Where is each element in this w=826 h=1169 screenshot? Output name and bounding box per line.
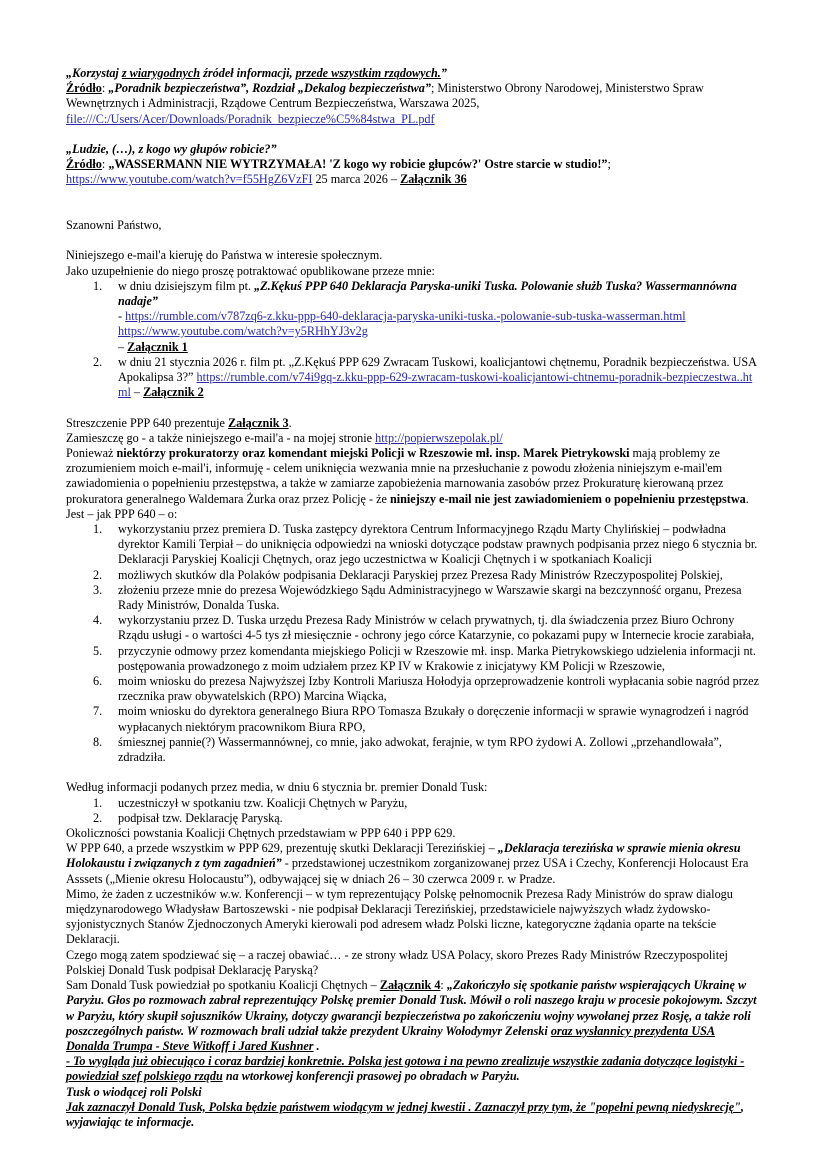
charge-text: wykorzystaniu przez D. Tuska urzędu Prezesa Rady Ministrów w celach prywatnych, tj. dla świadczenia przez Biuro Ochrony Rządu usługi - o wartości 4-5 tys zł miesięcznie - ochrony jego córce Katarzynie, co pokazami pupy w Internecie krocie zarabiała, <box>118 613 755 643</box>
list-item <box>66 355 760 401</box>
list-item <box>66 796 760 811</box>
quote-1-close: ” <box>440 66 447 80</box>
source-2-link-line <box>66 172 760 187</box>
spacer <box>66 400 760 415</box>
media-list <box>66 796 760 826</box>
media-item-text: uczestniczył w spotkaniu tzw. Koalicji Chętnych w Paryżu, <box>118 795 408 810</box>
quote-1-mid: źródeł informacji, <box>203 66 293 80</box>
charges-list <box>66 522 760 765</box>
tusk-quote-dash: - <box>66 1054 74 1069</box>
film-1-link-row-1 <box>118 309 760 324</box>
spacer <box>66 203 760 218</box>
source-1-rest: ; Ministerstwo Obrony Narodowej, Ministerstwo Spraw Wewnętrznych i Administracji, Rządowe Centrum Bezpieczeństwa, Warszawa 2025, <box>66 81 704 111</box>
list-item <box>66 735 760 765</box>
media-item-text: podpisał tzw. Deklarację Paryską. <box>118 810 283 825</box>
list-item <box>66 583 760 613</box>
film-1-rumble-link[interactable]: https://rumble.com/v787zq6-z.kku-ppp-640-deklaracja-paryska-uniki-tuska.-polowanie-sub-tuska-wasserman.html <box>125 309 686 324</box>
quote-1-text: „Korzystaj <box>66 66 119 80</box>
film-1-dash: - <box>118 309 126 324</box>
tusk-quote-attachment: Załącznik 4 <box>379 978 441 993</box>
jest-line: Jest – jak PPP 640 – o: <box>66 506 178 521</box>
source-2-title: „WASSERMANN NIE WYTRZYMAŁA! 'Z kogo wy robicie głupców?' Ostre starcie w studio!” <box>108 157 608 172</box>
source-2-date: 25 marca 2026 – <box>312 172 401 187</box>
okolicznosci-line: Okoliczności powstania Koalicji Chętnych przedstawiam w PPP 640 i PPP 629. <box>66 826 456 841</box>
summary-post: . <box>288 415 292 430</box>
quote-2-line <box>66 142 760 157</box>
bartoszewski-paragraph: Mimo, że żaden z uczestników w.w. Konferencji – w tym reprezentujący Polskę pełnomocnik Prezesa Rady Ministrów do spraw dialogu międzynarodowego Władysław Bartoszewski - nie podpisał Deklaracji Terezińskiej, przedstawiciele najwyższych władz żydowsko-syjonistycznych Stanów Zjednoczonych Ameryki kierowali pod adresem władz Polski liczne, kategoryczne żądania oparte na tekście Deklaracji. <box>66 886 733 947</box>
terezin-title: „Deklaracja terezińska w sprawie mienia okresu Holokaustu i związanych z tym zagadnień” <box>66 841 741 871</box>
charge-text: możliwych skutków dla Polaków podpisania Deklaracji Paryskiej przez Prezesa Rady Ministrów Rzeczypospolitej Polskiej, <box>118 567 723 582</box>
salutation: Szanowni Państwo, <box>66 217 162 232</box>
charge-text: śmiesznej pannie(?) Wassermannównej, co mnie, jako adwokat, ferajnie, w tym RPO żydowi A. Zollowi „przehandlowała”, zdradziła. <box>118 734 722 765</box>
tusk-quote-part-1: „Zakończyło się spotkanie państw wspierających Ukrainę w Paryżu. Głos po rozmowach zabrał reprezentujący Polskę premier Donald Tusk. Mówił o roli naszego kraju w procesie pokojowym. Szczyt w Paryżu, który skupił sojuszników Ukrainy, dotyczy gwarancji bezpieczeństwa po zakończeniu wojny wywołanej przez Rosję, a także roli poszczególnych państw. W rozmowach brali udział także prezydent Ukrainy Wołodymyr Zełenski <box>66 978 757 1038</box>
czego-moga-paragraph: Czego mogą zatem spodziewać się – a raczej obawiać… - ze strony władz USA Polacy, skoro Prezes Rady Ministrów Rzeczypospolitej Polskiej Donald Tusk podpisał Deklarację Paryską? <box>66 947 728 977</box>
summary-pre: Streszczenie PPP 640 prezentuje <box>66 415 229 430</box>
source-2-youtube-link[interactable]: https://www.youtube.com/watch?v=f55HgZ6VzFI <box>66 172 313 187</box>
source-2-colon: : <box>101 157 109 172</box>
prosecutors-bold-1: niektórzy prokuratorzy oraz komendant miejski Policji w Rzeszowie mł. insp. Marek Pietrykowski <box>116 446 630 460</box>
film-1-link-row-2 <box>118 324 760 339</box>
tusk-quote-underline-2: To wygląda już obiecująco i coraz bardziej konkretnie. Polska jest gotowa i na pewno zrealizuje wszystkie zadania dotyczące logistyki - powiedział szef polskiego rządu <box>66 1054 745 1084</box>
source-2-label: Źródło <box>66 157 102 172</box>
popierwszepolak-link[interactable]: http://popierwszepolak.pl/ <box>375 430 503 445</box>
list-item <box>66 522 760 568</box>
list-item <box>66 674 760 704</box>
intro-line-2: Jako uzupełnienie do niego proszę potraktować opublikowane przeze mnie: <box>66 263 435 278</box>
source-1-link-line <box>66 112 760 127</box>
charge-text: złożeniu przeze mnie do prezesa Wojewódzkiego Sądu Administracyjnego w Warszawie skargi na bezczynność organu, Prezesa Rady Ministrów, Donalda Tuska. <box>118 582 742 613</box>
list-number: 1. <box>93 522 103 537</box>
source-1-title: „Poradnik bezpieczeństwa”, Rozdział „Dekalog bezpieczeństwa” <box>108 81 431 96</box>
summary-line-2 <box>66 431 760 446</box>
source-1-line <box>66 81 760 111</box>
tusk-quote-mid: : <box>440 978 447 993</box>
source-2-attachment: Załącznik 36 <box>400 172 467 187</box>
tusk-quote-final-line <box>66 1100 760 1130</box>
list-number: 4. <box>93 613 103 628</box>
summary-attachment: Załącznik 3 <box>228 415 289 430</box>
film-2-lead: w dniu 21 stycznia 2026 r. film pt. „Z.Kękuś PPP 629 Zwracam Tuskowi, koalicjantowi chętnemu, Poradnik bezpieczeństwa. USA Apokalipsa 3?” <box>118 354 757 384</box>
source-2-line <box>66 157 760 172</box>
prosecutors-part-3: . <box>745 491 749 506</box>
tusk-quote-underline-1: oraz wysłannicy prezydenta USA Donalda Trumpa - Steve Witkoff i Jared Kushner <box>66 1023 716 1053</box>
summary-line-1 <box>66 416 760 431</box>
charge-text: przyczynie odmowy przez komendanta miejskiego Policji w Rzeszowie mł. insp. Marka Pietrykowskiego udzielenia informacji nt. postępowania prowadzonego z moim udziałem przez KP IV w Krakowie z inicjatywy KM Policji w Rzeszowie, <box>118 643 756 673</box>
document-body <box>66 66 760 1130</box>
source-1-file-link[interactable]: file:///C:/Users/Acer/Downloads/Poradnik_bezpiecze%C5%84stwa_PL.pdf <box>66 111 435 126</box>
list-number: 5. <box>93 643 103 658</box>
film-2-attachment: Załącznik 2 <box>143 385 204 400</box>
summary-2-pre: Zamieszczę go - a także niniejszego e-mail'a - na mojej stronie <box>66 430 376 445</box>
film-2-attachment-dash: – <box>130 385 144 400</box>
prosecutors-part-2: mają problemy ze zrozumieniem moich e-mail'i, informuję - celem uniknięcia wezwania mnie na przesłuchanie z powodu złożenia niniejszym e-mail'em zawiadomienia o popełnieniu przestępstwa, a także w zamiarze zapobieżenia marnowania zasobów przez Prokuraturę kierowaną przez prokuratora generalnego Waldemara Żurka oraz przez Policję - że <box>66 446 724 506</box>
list-item <box>66 279 760 355</box>
list-number: 2. <box>93 354 103 369</box>
quote-1-underline-1: z wiarygodnych <box>121 66 201 80</box>
film-1-lead: w dniu dzisiejszym film pt. <box>118 278 255 293</box>
quote-2-text: „Ludzie, (…), z kogo wy głupów robicie?” <box>66 142 277 156</box>
terezin-post: - przedstawionej uczestnikom zorganizowanej przez USA i Czechy, Konferencji Holocaust Era Asssets („Mienie okresu Holocaustu”), odbywającej się w dniach 26 – 30 czerwca 2009 r. w Pradze. <box>66 856 749 886</box>
charge-text: moim wniosku do prezesa Najwyższej Izby Kontroli Mariusza Hołodyja oprzeprowadzenie kontroli wypłacania sobie nagród przez rzecznika praw obywatelskich (RPO) Marcina Wiącka, <box>118 674 759 704</box>
tusk-subheading-text: Tusk o wiodącej roli Polski <box>66 1084 202 1099</box>
media-lead: Według informacji podanych przez media, w dniu 6 stycznia br. premier Donald Tusk: <box>66 780 488 795</box>
source-1-label: Źródło <box>66 81 102 96</box>
list-number: 3. <box>93 582 103 597</box>
tusk-quote-paragraph <box>66 978 760 1054</box>
spacer <box>66 233 760 248</box>
quote-1-underline-2: przede wszystkim rządowych. <box>295 66 441 80</box>
charge-text: wykorzystaniu przez premiera D. Tuska zastępcy dyrektora Centrum Informacyjnego Rządu Marty Chylińskiej – podwładna dyrektor Kamili Terpiał – do uniknięcia odpowiedzi na wnioski dotyczące podstaw prawnych podpisania przez niego 6 stycznia br. Deklaracji Paryskiej Koalicji Chętnych, oraz jego uczestnictwa w Koalicji Chętnych i w spotkaniach Koalicji <box>118 522 758 567</box>
films-list <box>66 279 760 401</box>
list-number: 6. <box>93 674 103 689</box>
list-item <box>66 644 760 674</box>
list-number: 2. <box>93 567 103 582</box>
tusk-quote-underline-3: Jak zaznaczył Donald Tusk, Polska będzie państwem wiodącym w jednej kwestii . Zaznaczył przy tym, że "popełni pewną niedyskrecję" <box>66 1099 741 1114</box>
prosecutors-bold-2: niniejszy e-mail nie jest zawiadomieniem o popełnieniu przestępstwa <box>389 491 746 506</box>
list-item <box>66 568 760 583</box>
film-2-rumble-link[interactable]: https://rumble.com/v74i9gq-z.kku-ppp-629-zwracam-tuskowi-koalicjantowi-chtnemu-poradnik-bezpieczestwa..html <box>118 370 753 400</box>
list-item <box>66 811 760 826</box>
list-number: 8. <box>93 734 103 749</box>
quote-1-line <box>66 66 760 81</box>
list-number: 1. <box>93 795 103 810</box>
prosecutors-part-1: Ponieważ <box>66 446 117 460</box>
list-item <box>66 613 760 643</box>
tusk-quote-part-2: . <box>313 1038 320 1053</box>
list-number: 1. <box>93 278 103 293</box>
terezin-pre: W PPP 640, a przede wszystkim w PPP 629, prezentuję skutki Deklaracji Terezińskiej – <box>66 841 498 856</box>
tusk-quote-part-4: , wyjawiając te informacje. <box>66 1099 744 1129</box>
film-1-youtube-link[interactable]: https://www.youtube.com/watch?v=y5RHhYJ3v2g <box>118 324 368 339</box>
film-1-title: „Z.Kękuś PPP 640 Deklaracja Paryska-uniki Tuska. Polowanie służb Tuska? Wassermannówna nadaje” <box>118 278 737 308</box>
film-1-attachment-dash: – <box>118 339 128 354</box>
prosecutors-paragraph <box>66 446 760 507</box>
spacer <box>66 127 760 142</box>
tusk-quote-logistics-line <box>66 1054 760 1084</box>
intro-line-1: Niniejszego e-mail'a kieruję do Państwa w interesie społecznym. <box>66 248 383 263</box>
list-item <box>66 704 760 734</box>
tusk-subheading <box>66 1085 760 1100</box>
film-1-attachment: Załącznik 1 <box>127 339 188 354</box>
terezin-paragraph <box>66 841 760 887</box>
list-number: 7. <box>93 704 103 719</box>
list-number: 2. <box>93 810 103 825</box>
spacer <box>66 188 760 203</box>
source-1-colon: : <box>101 81 109 96</box>
charge-text: moim wniosku do dyrektora generalnego Biura RPO Tomasza Bzukały o doręczenie informacji w sprawie wynagrodzeń i nagród wypłacanych niektórym pracownikom Biura RPO, <box>118 704 749 734</box>
tusk-quote-part-3: na wtorkowej konferencji prasowej po obradach w Paryżu. <box>222 1069 520 1084</box>
source-2-semicolon: ; <box>607 157 611 172</box>
tusk-quote-pre: Sam Donald Tusk powiedział po spotkaniu Koalicji Chętnych – <box>66 978 380 993</box>
film-1-attachment-row <box>118 340 760 355</box>
spacer <box>66 765 760 780</box>
